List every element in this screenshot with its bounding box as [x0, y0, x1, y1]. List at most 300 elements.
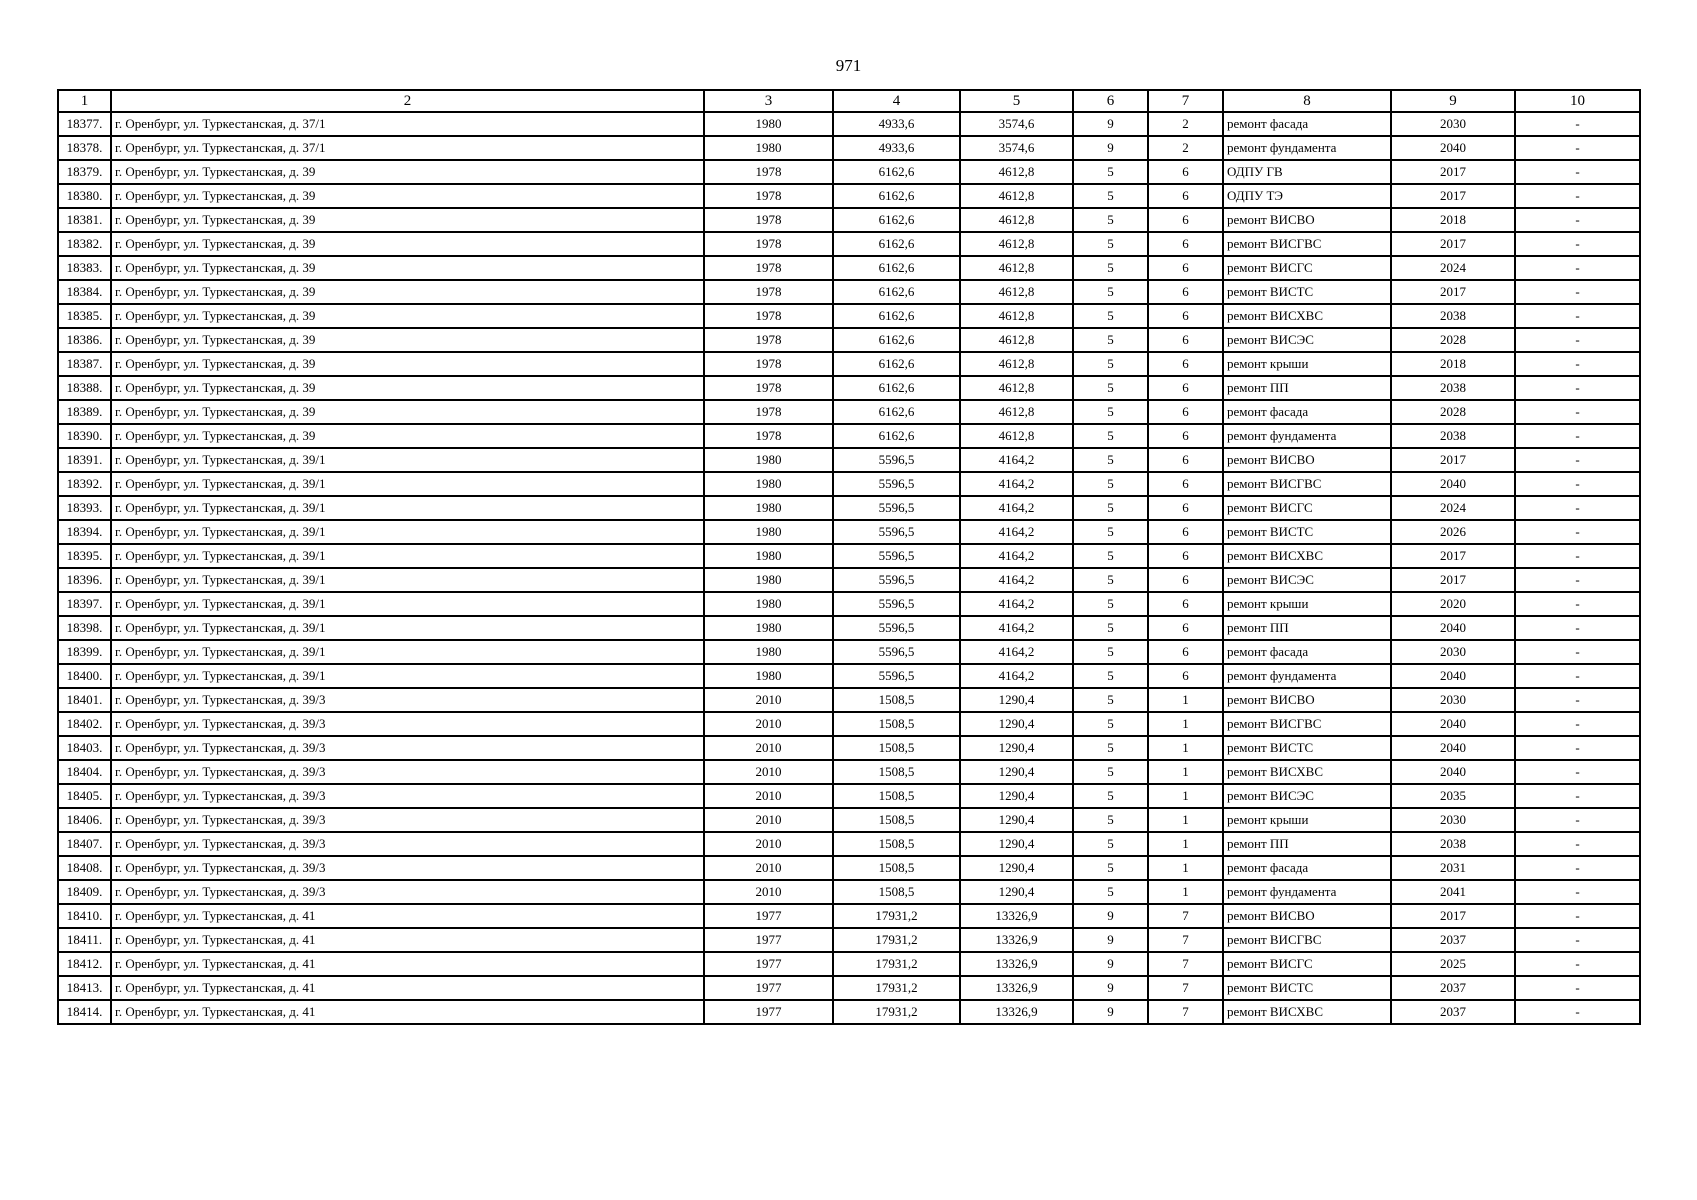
- cell-entrances: 7: [1148, 976, 1223, 1000]
- table-row: [58, 976, 1640, 1000]
- cell-address: г. Оренбург, ул. Туркестанская, д. 37/1: [111, 136, 704, 160]
- cell-total-area: 6162,6: [833, 256, 960, 280]
- cell-living-area: 4612,8: [960, 352, 1073, 376]
- cell-row-number: 18378.: [58, 136, 111, 160]
- column-number-row: [58, 90, 1640, 112]
- cell-planned-year: 2017: [1391, 904, 1515, 928]
- table-row: [58, 1000, 1640, 1024]
- cell-floors: 5: [1073, 664, 1148, 688]
- cell-planned-year: 2037: [1391, 928, 1515, 952]
- cell-note: -: [1515, 520, 1640, 544]
- cell-total-area: 5596,5: [833, 448, 960, 472]
- cell-address: г. Оренбург, ул. Туркестанская, д. 37/1: [111, 112, 704, 136]
- cell-note: -: [1515, 880, 1640, 904]
- cell-build-year: 1978: [704, 352, 833, 376]
- cell-floors: 5: [1073, 760, 1148, 784]
- cell-build-year: 1978: [704, 328, 833, 352]
- cell-total-area: 6162,6: [833, 184, 960, 208]
- cell-total-area: 1508,5: [833, 712, 960, 736]
- cell-floors: 9: [1073, 112, 1148, 136]
- table-row: [58, 592, 1640, 616]
- cell-living-area: 4164,2: [960, 448, 1073, 472]
- cell-living-area: 4164,2: [960, 520, 1073, 544]
- cell-work-type: ремонт ВИСЭС: [1223, 784, 1391, 808]
- cell-living-area: 4612,8: [960, 208, 1073, 232]
- column-number-5: 5: [960, 90, 1073, 112]
- cell-total-area: 6162,6: [833, 160, 960, 184]
- cell-total-area: 1508,5: [833, 832, 960, 856]
- cell-planned-year: 2028: [1391, 328, 1515, 352]
- table-row: [58, 712, 1640, 736]
- table-row: [58, 208, 1640, 232]
- cell-note: -: [1515, 760, 1640, 784]
- cell-total-area: 1508,5: [833, 688, 960, 712]
- cell-build-year: 1977: [704, 928, 833, 952]
- cell-floors: 5: [1073, 808, 1148, 832]
- cell-floors: 5: [1073, 304, 1148, 328]
- cell-planned-year: 2040: [1391, 736, 1515, 760]
- cell-total-area: 5596,5: [833, 520, 960, 544]
- cell-total-area: 1508,5: [833, 808, 960, 832]
- cell-planned-year: 2030: [1391, 112, 1515, 136]
- cell-work-type: ремонт ВИСТС: [1223, 976, 1391, 1000]
- cell-row-number: 18411.: [58, 928, 111, 952]
- cell-planned-year: 2030: [1391, 688, 1515, 712]
- table-row: [58, 424, 1640, 448]
- cell-address: г. Оренбург, ул. Туркестанская, д. 39: [111, 160, 704, 184]
- column-number-10: 10: [1515, 90, 1640, 112]
- cell-total-area: 6162,6: [833, 328, 960, 352]
- cell-address: г. Оренбург, ул. Туркестанская, д. 39: [111, 376, 704, 400]
- cell-note: -: [1515, 664, 1640, 688]
- cell-total-area: 6162,6: [833, 352, 960, 376]
- cell-total-area: 1508,5: [833, 880, 960, 904]
- cell-living-area: 4612,8: [960, 184, 1073, 208]
- cell-planned-year: 2018: [1391, 352, 1515, 376]
- cell-row-number: 18398.: [58, 616, 111, 640]
- cell-build-year: 1980: [704, 448, 833, 472]
- cell-row-number: 18384.: [58, 280, 111, 304]
- cell-address: г. Оренбург, ул. Туркестанская, д. 39/1: [111, 592, 704, 616]
- table-row: [58, 952, 1640, 976]
- cell-row-number: 18406.: [58, 808, 111, 832]
- cell-note: -: [1515, 448, 1640, 472]
- table-row: [58, 496, 1640, 520]
- cell-floors: 9: [1073, 136, 1148, 160]
- cell-living-area: 4164,2: [960, 568, 1073, 592]
- cell-note: -: [1515, 592, 1640, 616]
- cell-floors: 9: [1073, 976, 1148, 1000]
- cell-build-year: 2010: [704, 712, 833, 736]
- cell-floors: 5: [1073, 592, 1148, 616]
- cell-address: г. Оренбург, ул. Туркестанская, д. 41: [111, 976, 704, 1000]
- cell-work-type: ремонт ВИСЭС: [1223, 568, 1391, 592]
- cell-note: -: [1515, 736, 1640, 760]
- cell-build-year: 1980: [704, 472, 833, 496]
- cell-floors: 5: [1073, 544, 1148, 568]
- cell-note: -: [1515, 976, 1640, 1000]
- cell-floors: 5: [1073, 256, 1148, 280]
- cell-note: -: [1515, 184, 1640, 208]
- cell-work-type: ремонт ВИСХВС: [1223, 544, 1391, 568]
- cell-planned-year: 2017: [1391, 568, 1515, 592]
- cell-address: г. Оренбург, ул. Туркестанская, д. 39/1: [111, 568, 704, 592]
- cell-entrances: 6: [1148, 232, 1223, 256]
- cell-build-year: 1980: [704, 616, 833, 640]
- cell-planned-year: 2030: [1391, 808, 1515, 832]
- cell-total-area: 6162,6: [833, 304, 960, 328]
- cell-address: г. Оренбург, ул. Туркестанская, д. 41: [111, 952, 704, 976]
- table-row: [58, 256, 1640, 280]
- cell-planned-year: 2037: [1391, 1000, 1515, 1024]
- cell-address: г. Оренбург, ул. Туркестанская, д. 41: [111, 1000, 704, 1024]
- table-row: [58, 184, 1640, 208]
- cell-address: г. Оренбург, ул. Туркестанская, д. 39: [111, 208, 704, 232]
- cell-row-number: 18410.: [58, 904, 111, 928]
- cell-row-number: 18404.: [58, 760, 111, 784]
- cell-row-number: 18412.: [58, 952, 111, 976]
- cell-living-area: 4612,8: [960, 328, 1073, 352]
- cell-build-year: 1977: [704, 1000, 833, 1024]
- cell-floors: 9: [1073, 904, 1148, 928]
- cell-total-area: 5596,5: [833, 616, 960, 640]
- table-row: [58, 136, 1640, 160]
- cell-note: -: [1515, 376, 1640, 400]
- cell-work-type: ремонт ВИСТС: [1223, 736, 1391, 760]
- cell-planned-year: 2017: [1391, 448, 1515, 472]
- cell-entrances: 1: [1148, 712, 1223, 736]
- cell-living-area: 4164,2: [960, 640, 1073, 664]
- cell-floors: 5: [1073, 880, 1148, 904]
- cell-total-area: 5596,5: [833, 640, 960, 664]
- cell-work-type: ремонт фундамента: [1223, 424, 1391, 448]
- cell-work-type: ремонт ВИСГВС: [1223, 928, 1391, 952]
- cell-work-type: ремонт ВИСВО: [1223, 448, 1391, 472]
- cell-row-number: 18394.: [58, 520, 111, 544]
- cell-floors: 5: [1073, 712, 1148, 736]
- cell-address: г. Оренбург, ул. Туркестанская, д. 39/3: [111, 880, 704, 904]
- cell-planned-year: 2041: [1391, 880, 1515, 904]
- cell-floors: 5: [1073, 328, 1148, 352]
- cell-planned-year: 2017: [1391, 232, 1515, 256]
- cell-work-type: ремонт ВИСГС: [1223, 256, 1391, 280]
- cell-entrances: 6: [1148, 664, 1223, 688]
- cell-row-number: 18388.: [58, 376, 111, 400]
- cell-living-area: 1290,4: [960, 688, 1073, 712]
- cell-build-year: 2010: [704, 760, 833, 784]
- cell-total-area: 5596,5: [833, 496, 960, 520]
- column-number-8: 8: [1223, 90, 1391, 112]
- cell-living-area: 13326,9: [960, 1000, 1073, 1024]
- cell-entrances: 1: [1148, 832, 1223, 856]
- cell-note: -: [1515, 544, 1640, 568]
- cell-row-number: 18395.: [58, 544, 111, 568]
- cell-total-area: 6162,6: [833, 376, 960, 400]
- cell-build-year: 1978: [704, 400, 833, 424]
- cell-total-area: 5596,5: [833, 472, 960, 496]
- cell-total-area: 5596,5: [833, 592, 960, 616]
- cell-entrances: 6: [1148, 640, 1223, 664]
- cell-entrances: 6: [1148, 448, 1223, 472]
- cell-planned-year: 2040: [1391, 712, 1515, 736]
- cell-work-type: ОДПУ ГВ: [1223, 160, 1391, 184]
- cell-address: г. Оренбург, ул. Туркестанская, д. 39/1: [111, 520, 704, 544]
- cell-planned-year: 2040: [1391, 616, 1515, 640]
- cell-total-area: 1508,5: [833, 736, 960, 760]
- cell-floors: 5: [1073, 784, 1148, 808]
- cell-note: -: [1515, 784, 1640, 808]
- cell-planned-year: 2024: [1391, 496, 1515, 520]
- cell-living-area: 4612,8: [960, 160, 1073, 184]
- cell-living-area: 1290,4: [960, 736, 1073, 760]
- cell-address: г. Оренбург, ул. Туркестанская, д. 39/1: [111, 448, 704, 472]
- cell-note: -: [1515, 568, 1640, 592]
- cell-floors: 5: [1073, 352, 1148, 376]
- cell-entrances: 1: [1148, 688, 1223, 712]
- cell-build-year: 1980: [704, 496, 833, 520]
- cell-living-area: 13326,9: [960, 976, 1073, 1000]
- cell-work-type: ремонт фундамента: [1223, 136, 1391, 160]
- cell-row-number: 18405.: [58, 784, 111, 808]
- cell-address: г. Оренбург, ул. Туркестанская, д. 39: [111, 400, 704, 424]
- cell-work-type: ремонт ВИСГВС: [1223, 712, 1391, 736]
- cell-planned-year: 2031: [1391, 856, 1515, 880]
- cell-note: -: [1515, 112, 1640, 136]
- cell-address: г. Оренбург, ул. Туркестанская, д. 39: [111, 184, 704, 208]
- cell-floors: 5: [1073, 616, 1148, 640]
- cell-planned-year: 2026: [1391, 520, 1515, 544]
- cell-living-area: 4164,2: [960, 472, 1073, 496]
- cell-work-type: ОДПУ ТЭ: [1223, 184, 1391, 208]
- cell-note: -: [1515, 352, 1640, 376]
- cell-build-year: 1978: [704, 304, 833, 328]
- cell-living-area: 13326,9: [960, 904, 1073, 928]
- cell-planned-year: 2017: [1391, 184, 1515, 208]
- cell-entrances: 6: [1148, 352, 1223, 376]
- cell-note: -: [1515, 808, 1640, 832]
- table-row: [58, 616, 1640, 640]
- cell-planned-year: 2037: [1391, 976, 1515, 1000]
- cell-work-type: ремонт ВИСВО: [1223, 208, 1391, 232]
- table-body: [58, 112, 1640, 1024]
- cell-total-area: 6162,6: [833, 208, 960, 232]
- cell-entrances: 6: [1148, 496, 1223, 520]
- cell-total-area: 17931,2: [833, 952, 960, 976]
- cell-total-area: 17931,2: [833, 928, 960, 952]
- cell-work-type: ремонт ВИСВО: [1223, 688, 1391, 712]
- cell-build-year: 1980: [704, 544, 833, 568]
- cell-planned-year: 2017: [1391, 160, 1515, 184]
- cell-living-area: 1290,4: [960, 808, 1073, 832]
- cell-planned-year: 2020: [1391, 592, 1515, 616]
- cell-row-number: 18386.: [58, 328, 111, 352]
- cell-note: -: [1515, 160, 1640, 184]
- cell-address: г. Оренбург, ул. Туркестанская, д. 39/3: [111, 736, 704, 760]
- cell-entrances: 6: [1148, 616, 1223, 640]
- cell-row-number: 18414.: [58, 1000, 111, 1024]
- cell-note: -: [1515, 472, 1640, 496]
- cell-entrances: 6: [1148, 400, 1223, 424]
- cell-entrances: 6: [1148, 208, 1223, 232]
- cell-living-area: 1290,4: [960, 880, 1073, 904]
- cell-entrances: 6: [1148, 184, 1223, 208]
- table-row: [58, 544, 1640, 568]
- cell-address: г. Оренбург, ул. Туркестанская, д. 39/3: [111, 808, 704, 832]
- cell-work-type: ремонт ПП: [1223, 376, 1391, 400]
- cell-row-number: 18400.: [58, 664, 111, 688]
- cell-address: г. Оренбург, ул. Туркестанская, д. 39/3: [111, 712, 704, 736]
- cell-entrances: 7: [1148, 952, 1223, 976]
- cell-note: -: [1515, 832, 1640, 856]
- cell-total-area: 6162,6: [833, 232, 960, 256]
- cell-address: г. Оренбург, ул. Туркестанская, д. 39: [111, 328, 704, 352]
- cell-living-area: 3574,6: [960, 112, 1073, 136]
- table-row: [58, 664, 1640, 688]
- cell-address: г. Оренбург, ул. Туркестанская, д. 39: [111, 424, 704, 448]
- cell-build-year: 1978: [704, 160, 833, 184]
- cell-row-number: 18401.: [58, 688, 111, 712]
- cell-work-type: ремонт ВИСВО: [1223, 904, 1391, 928]
- cell-planned-year: 2038: [1391, 424, 1515, 448]
- cell-row-number: 18377.: [58, 112, 111, 136]
- cell-planned-year: 2038: [1391, 376, 1515, 400]
- cell-planned-year: 2028: [1391, 400, 1515, 424]
- cell-work-type: ремонт фундамента: [1223, 664, 1391, 688]
- cell-total-area: 17931,2: [833, 976, 960, 1000]
- cell-note: -: [1515, 952, 1640, 976]
- cell-address: г. Оренбург, ул. Туркестанская, д. 39: [111, 304, 704, 328]
- cell-address: г. Оренбург, ул. Туркестанская, д. 39/3: [111, 784, 704, 808]
- cell-living-area: 4164,2: [960, 496, 1073, 520]
- cell-floors: 9: [1073, 928, 1148, 952]
- cell-build-year: 2010: [704, 736, 833, 760]
- cell-work-type: ремонт ВИСХВС: [1223, 760, 1391, 784]
- cell-planned-year: 2038: [1391, 832, 1515, 856]
- cell-work-type: ремонт ВИСТС: [1223, 520, 1391, 544]
- table-row: [58, 880, 1640, 904]
- cell-note: -: [1515, 856, 1640, 880]
- cell-living-area: 4164,2: [960, 664, 1073, 688]
- cell-row-number: 18399.: [58, 640, 111, 664]
- cell-row-number: 18402.: [58, 712, 111, 736]
- cell-row-number: 18380.: [58, 184, 111, 208]
- cell-planned-year: 2017: [1391, 544, 1515, 568]
- column-number-3: 3: [704, 90, 833, 112]
- cell-build-year: 1978: [704, 376, 833, 400]
- cell-row-number: 18403.: [58, 736, 111, 760]
- page-number: 971: [835, 56, 862, 75]
- cell-floors: 5: [1073, 520, 1148, 544]
- cell-row-number: 18390.: [58, 424, 111, 448]
- column-number-4: 4: [833, 90, 960, 112]
- table-row: [58, 520, 1640, 544]
- cell-build-year: 1980: [704, 568, 833, 592]
- table-row: [58, 928, 1640, 952]
- column-number-7: 7: [1148, 90, 1223, 112]
- cell-total-area: 1508,5: [833, 784, 960, 808]
- cell-row-number: 18407.: [58, 832, 111, 856]
- cell-total-area: 1508,5: [833, 760, 960, 784]
- cell-living-area: 4612,8: [960, 400, 1073, 424]
- cell-entrances: 1: [1148, 760, 1223, 784]
- cell-total-area: 4933,6: [833, 136, 960, 160]
- cell-row-number: 18389.: [58, 400, 111, 424]
- cell-note: -: [1515, 232, 1640, 256]
- cell-living-area: 4612,8: [960, 256, 1073, 280]
- cell-living-area: 1290,4: [960, 712, 1073, 736]
- cell-entrances: 7: [1148, 928, 1223, 952]
- cell-entrances: 6: [1148, 592, 1223, 616]
- cell-work-type: ремонт крыши: [1223, 352, 1391, 376]
- cell-work-type: ремонт фасада: [1223, 856, 1391, 880]
- cell-entrances: 1: [1148, 856, 1223, 880]
- cell-entrances: 7: [1148, 904, 1223, 928]
- cell-floors: 5: [1073, 448, 1148, 472]
- cell-floors: 5: [1073, 736, 1148, 760]
- cell-floors: 9: [1073, 952, 1148, 976]
- cell-total-area: 4933,6: [833, 112, 960, 136]
- cell-address: г. Оренбург, ул. Туркестанская, д. 39: [111, 232, 704, 256]
- cell-row-number: 18393.: [58, 496, 111, 520]
- cell-row-number: 18392.: [58, 472, 111, 496]
- cell-address: г. Оренбург, ул. Туркестанская, д. 41: [111, 904, 704, 928]
- table-row: [58, 832, 1640, 856]
- cell-row-number: 18396.: [58, 568, 111, 592]
- cell-entrances: 6: [1148, 304, 1223, 328]
- cell-build-year: 1978: [704, 232, 833, 256]
- cell-planned-year: 2024: [1391, 256, 1515, 280]
- cell-work-type: ремонт фасада: [1223, 400, 1391, 424]
- cell-entrances: 6: [1148, 424, 1223, 448]
- cell-note: -: [1515, 328, 1640, 352]
- cell-entrances: 6: [1148, 520, 1223, 544]
- cell-build-year: 2010: [704, 880, 833, 904]
- cell-living-area: 1290,4: [960, 784, 1073, 808]
- cell-build-year: 2010: [704, 856, 833, 880]
- cell-living-area: 4612,8: [960, 304, 1073, 328]
- cell-work-type: ремонт ВИСХВС: [1223, 304, 1391, 328]
- cell-build-year: 1980: [704, 592, 833, 616]
- cell-entrances: 2: [1148, 112, 1223, 136]
- cell-note: -: [1515, 640, 1640, 664]
- cell-floors: 5: [1073, 688, 1148, 712]
- cell-total-area: 5596,5: [833, 544, 960, 568]
- table-row: [58, 400, 1640, 424]
- cell-floors: 5: [1073, 208, 1148, 232]
- cell-entrances: 6: [1148, 256, 1223, 280]
- cell-address: г. Оренбург, ул. Туркестанская, д. 41: [111, 928, 704, 952]
- cell-floors: 5: [1073, 376, 1148, 400]
- table-row: [58, 232, 1640, 256]
- cell-planned-year: 2040: [1391, 760, 1515, 784]
- table-row: [58, 856, 1640, 880]
- cell-entrances: 6: [1148, 328, 1223, 352]
- table-row: [58, 448, 1640, 472]
- cell-total-area: 1508,5: [833, 856, 960, 880]
- cell-address: г. Оренбург, ул. Туркестанская, д. 39: [111, 280, 704, 304]
- cell-row-number: 18387.: [58, 352, 111, 376]
- cell-build-year: 1978: [704, 208, 833, 232]
- cell-entrances: 6: [1148, 160, 1223, 184]
- cell-note: -: [1515, 1000, 1640, 1024]
- cell-address: г. Оренбург, ул. Туркестанская, д. 39/1: [111, 640, 704, 664]
- cell-entrances: 6: [1148, 376, 1223, 400]
- cell-living-area: 4612,8: [960, 424, 1073, 448]
- cell-planned-year: 2040: [1391, 472, 1515, 496]
- table-row: [58, 568, 1640, 592]
- cell-address: г. Оренбург, ул. Туркестанская, д. 39/1: [111, 544, 704, 568]
- cell-work-type: ремонт ВИСГС: [1223, 952, 1391, 976]
